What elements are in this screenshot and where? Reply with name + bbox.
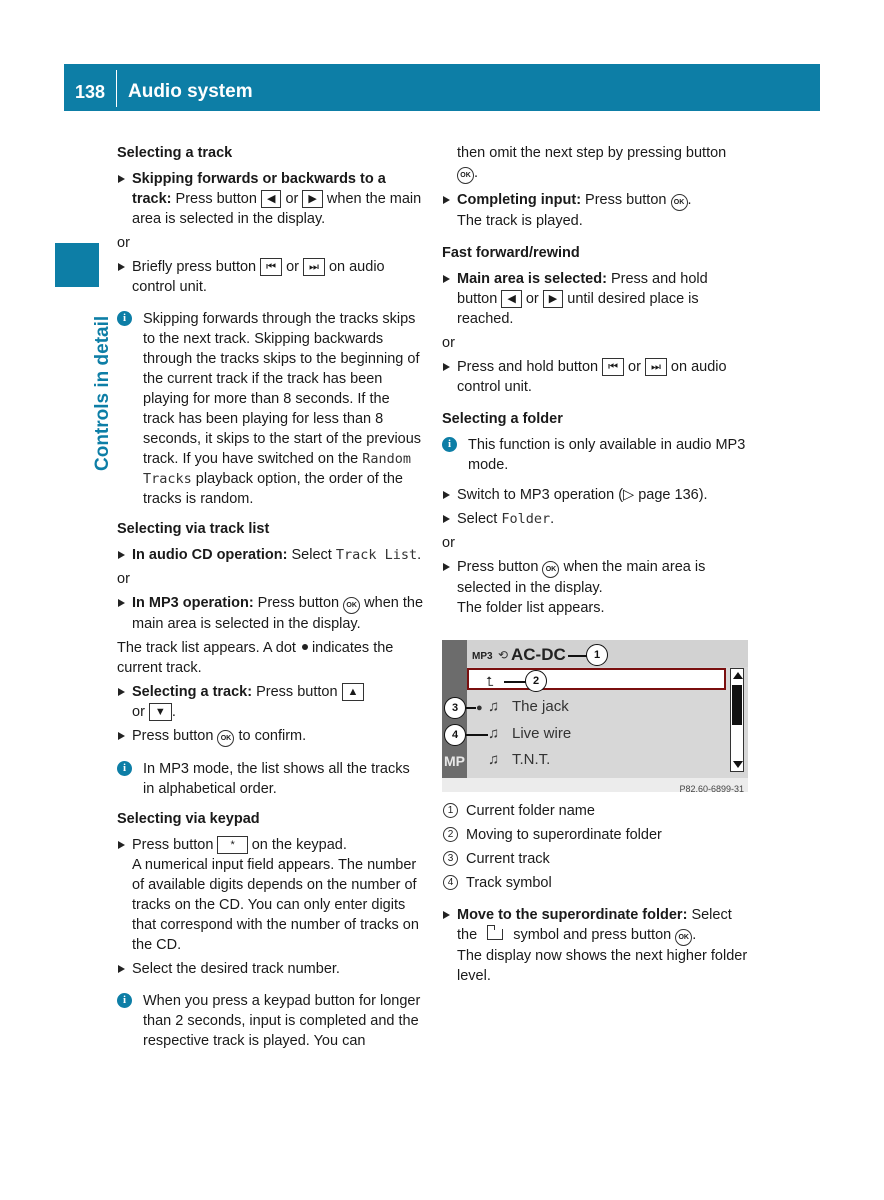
or-text: or (442, 335, 455, 351)
legend-number: 4 (443, 875, 458, 890)
text: Select (457, 511, 502, 527)
text: Press button (581, 192, 671, 208)
heading-via-keypad: Selecting via keypad (117, 811, 260, 827)
up-folder-icon (487, 929, 503, 940)
or-text: or (442, 535, 455, 551)
select-bold: Selecting a track: (132, 684, 253, 700)
list-appears-text (117, 638, 424, 678)
menu-term: Folder (501, 511, 551, 527)
text: A numerical input field appears. The number of available digits depends on the number of tracks on the CD. You can only enter digits that correspond with the number of tracks on the CD. (132, 857, 419, 953)
text: . (417, 547, 422, 563)
scroll-up-icon (733, 672, 743, 679)
text: This function is only available in audio MP3 mode. (468, 437, 746, 473)
right-column (442, 143, 750, 622)
mp3-label: MP3 (472, 651, 493, 662)
ok-button-icon: OK (343, 597, 360, 614)
note-icon: ♫ (488, 751, 500, 768)
ok-button-icon: OK (671, 194, 688, 211)
callout-1: 1 (586, 644, 608, 666)
text: symbol and press button (509, 927, 676, 943)
instruction-move-superordinate (442, 905, 752, 986)
instruction-briefly (117, 257, 424, 297)
text: Skipping forwards through the tracks skips to the next track. Skipping backwards through the tracks skips to the beginning of the current track if the track has been playing for more than 8 seconds. If the track has been playing for less than 8 seconds, it skips to the start of the previous track. If you have switched on the (143, 311, 422, 467)
mp3-bold: In MP3 operation: (132, 595, 254, 611)
ok-button-icon: OK (542, 561, 559, 578)
text: Press and hold button (457, 359, 603, 375)
text: Press button (252, 684, 342, 700)
track-name: T.N.T. (512, 751, 551, 768)
text: . (474, 165, 479, 181)
text: Press button (253, 595, 344, 611)
legend-item (442, 825, 752, 845)
folder-icon: ⟲ (498, 648, 509, 662)
text: playback option, the order of the tracks is random. (143, 471, 403, 507)
figure-code: P82.60-6899-31 (679, 784, 744, 792)
instruction-skip (117, 169, 424, 229)
right-arrow-button-icon: ▶ (302, 190, 322, 208)
scroll-down-icon (733, 761, 743, 768)
text: The track list appears. A dot (117, 640, 296, 656)
instruction-complete (442, 190, 750, 231)
text: Press and hold button (457, 271, 708, 307)
right-arrow-button-icon: ▶ (543, 290, 563, 308)
text: on audio control unit. (457, 359, 727, 395)
text: to confirm. (234, 728, 307, 744)
note-icon: ♫ (488, 698, 500, 715)
info-icon: i (117, 761, 132, 776)
callout-2: 2 (525, 670, 547, 692)
info-note-mp3 (117, 759, 424, 799)
callout-line (466, 707, 476, 709)
callout-4: 4 (444, 724, 466, 746)
text: then omit the next step by pressing button (457, 145, 727, 161)
legend-text: Track symbol (466, 875, 552, 891)
instruction-cd (117, 545, 424, 565)
page-number: 138 (74, 82, 106, 102)
legend-number: 3 (443, 851, 458, 866)
legend-section (442, 801, 752, 990)
info-note-keypad (117, 991, 424, 1051)
text: when the main area is selected in the display. (457, 559, 706, 596)
skip-forward-button-icon: ⏭ (645, 358, 667, 376)
legend-item (442, 849, 752, 869)
callout-line (504, 681, 526, 683)
text: or (286, 259, 299, 275)
text: Press button (171, 191, 261, 207)
legend-text: Current track (466, 851, 550, 867)
note-icon: ♫ (488, 725, 500, 742)
move-bold: Move to the superordinate folder: (457, 907, 688, 923)
selected-row (467, 668, 726, 690)
info-icon: i (442, 437, 457, 452)
text: or (525, 291, 539, 307)
legend-item (442, 801, 752, 821)
text: In MP3 mode, the list shows all the tracks in alphabetical order. (143, 761, 410, 797)
text: or (628, 359, 641, 375)
text: until desired place is reached. (457, 291, 699, 327)
text: or (132, 704, 149, 720)
continued-text (442, 143, 750, 184)
instruction-mp3 (117, 593, 424, 634)
up-arrow-button-icon: ▲ (342, 683, 365, 701)
text: When you press a keypad button for longer than 2 seconds, input is completed and the respective track is played. You can (143, 993, 421, 1049)
track-name: Live wire (512, 725, 572, 742)
instruction-hold (442, 357, 750, 397)
text: indicates the current track. (117, 640, 394, 676)
legend-text: Moving to superordinate folder (466, 827, 662, 843)
star-button-icon: * (217, 836, 247, 854)
track-name: The jack (512, 698, 569, 715)
text: The track is played. (457, 213, 583, 229)
text: . (171, 704, 176, 720)
scrollbar (730, 668, 744, 772)
legend-number: 1 (443, 803, 458, 818)
ok-button-icon: OK (457, 167, 474, 184)
instruction-select-number: Select the desired track number. (117, 959, 424, 979)
main-bold: Main area is selected: (457, 271, 607, 287)
header-divider (116, 70, 117, 107)
folder-list-screenshot (442, 640, 748, 792)
text: The folder list appears. (457, 600, 605, 616)
menu-term: Random Tracks (143, 451, 412, 487)
callout-3: 3 (444, 697, 466, 719)
text: . (692, 927, 697, 943)
instruction-press-ok (442, 557, 750, 618)
text: on the keypad. (247, 837, 347, 853)
scroll-thumb (732, 685, 742, 725)
text: Press button (132, 837, 218, 853)
skip-bold-2: track: (132, 191, 172, 207)
side-tab-block (55, 243, 99, 287)
cd-bold: In audio CD operation: (132, 547, 288, 563)
side-label: MP (444, 753, 465, 769)
callout-line (466, 734, 488, 736)
text: Briefly press button (132, 259, 261, 275)
left-column (117, 143, 424, 1061)
text: Select (287, 547, 336, 563)
text: Switch to MP3 operation ( (457, 487, 624, 503)
text: on audio control unit. (132, 259, 385, 295)
text: The display now shows the next higher folder level. (457, 948, 748, 984)
heading-selecting-folder: Selecting a folder (442, 411, 563, 427)
skip-back-button-icon: ⏮ (602, 358, 624, 376)
legend-number: 2 (443, 827, 458, 842)
instruction-select-folder (442, 509, 750, 529)
instruction-confirm (117, 726, 424, 747)
legend-text: Current folder name (466, 803, 595, 819)
dot-icon (302, 644, 308, 650)
folder-name: AC-DC (511, 645, 566, 664)
or-text: or (117, 571, 130, 587)
instruction-select-track (117, 682, 424, 722)
ok-button-icon: OK (675, 929, 692, 946)
ok-button-icon: OK (217, 730, 234, 747)
text: when the main area is selected in the display. (132, 191, 422, 227)
info-note-skipping (117, 309, 424, 509)
instruction-switch (442, 485, 750, 505)
info-icon: i (117, 993, 132, 1008)
page-ref-icon: ▷ (623, 487, 635, 503)
skip-bold: Skipping forwards or backwards to a (132, 171, 386, 187)
skip-forward-button-icon: ⏭ (303, 258, 325, 276)
up-folder-icon: ⮤ (486, 674, 494, 689)
instruction-keypad (117, 835, 424, 955)
text: . (550, 511, 555, 527)
info-note-folder (442, 435, 750, 475)
current-dot-icon: ● (476, 702, 483, 714)
left-arrow-button-icon: ◀ (261, 190, 281, 208)
instruction-main-area (442, 269, 750, 329)
left-arrow-button-icon: ◀ (501, 290, 521, 308)
text: . (687, 192, 692, 208)
text: Press button (457, 559, 543, 575)
heading-fast-forward: Fast forward/rewind (442, 245, 580, 261)
callout-line (568, 655, 588, 657)
text: when the main area is selected in the display. (132, 595, 424, 632)
legend-item (442, 873, 752, 893)
side-tab-label: Controls in detail (92, 315, 113, 471)
text: Select the (457, 907, 732, 943)
skip-back-button-icon: ⏮ (260, 258, 282, 276)
text: Press button (132, 728, 218, 744)
text: page 136). (634, 487, 708, 503)
complete-bold: Completing input: (457, 192, 582, 208)
heading-selecting-track: Selecting a track (117, 145, 233, 161)
page-title: Audio system (128, 81, 253, 102)
down-arrow-button-icon: ▼ (149, 703, 172, 721)
or-text: or (117, 235, 130, 251)
menu-term: Track List (335, 547, 418, 563)
heading-via-track-list: Selecting via track list (117, 521, 270, 537)
text: or (285, 191, 299, 207)
info-icon: i (117, 311, 132, 326)
